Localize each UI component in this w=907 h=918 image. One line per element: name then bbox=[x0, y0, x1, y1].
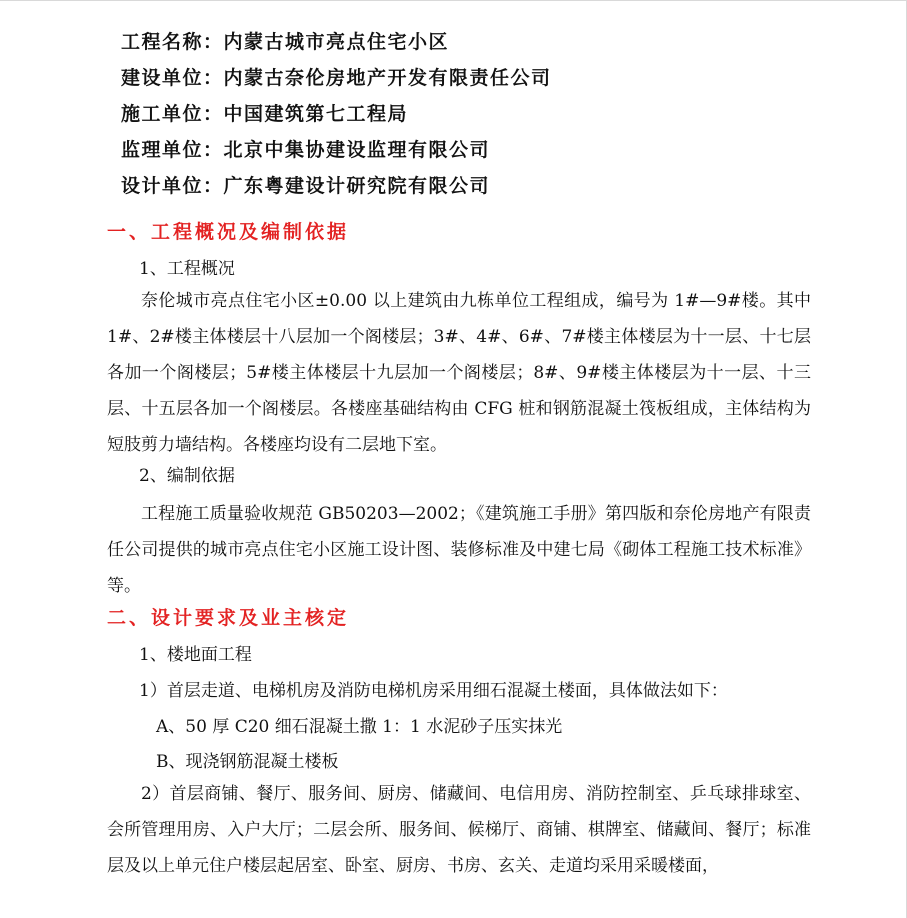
list-item-a: A、50 厚 C20 细石混凝土撒 1：1 水泥砂子压实抹光 bbox=[156, 717, 563, 737]
info-value: 内蒙古城市亮点住宅小区 bbox=[223, 31, 450, 53]
section-title-design-requirements: 二、设计要求及业主核定 bbox=[107, 607, 350, 629]
subheading-floor-works: 1、楼地面工程 bbox=[139, 645, 252, 665]
info-label: 监理单位： bbox=[121, 139, 224, 161]
info-row-supervisor bbox=[121, 132, 552, 168]
subheading-basis: 2、编制依据 bbox=[139, 466, 235, 486]
info-label: 建设单位： bbox=[121, 67, 224, 89]
info-value: 广东粤建设计研究院有限公司 bbox=[223, 175, 491, 197]
paragraph-item-2: 2）首层商铺、餐厅、服务间、厨房、储藏间、电信用房、消防控制室、乒乓球排球室、会所管理用房、入户大厅；二层会所、服务间、候梯厅、商铺、棋牌室、储藏间、餐厅；标准层及以上单元住户楼层起居室、卧室、厨房、书房、玄关、走道均采用采暖楼面， bbox=[107, 784, 811, 876]
info-label: 施工单位： bbox=[121, 103, 224, 125]
project-info-block bbox=[121, 24, 552, 204]
paragraph-basis: 工程施工质量验收规范 GB50203—2002；《建筑施工手册》第四版和奈伦房地产有限责任公司提供的城市亮点住宅小区施工设计图、装修标准及中建七局《砌体工程施工技术标准》等。 bbox=[107, 504, 811, 596]
info-value: 北京中集协建设监理有限公司 bbox=[223, 139, 491, 161]
list-item-b: B、现浇钢筋混凝土楼板 bbox=[156, 752, 339, 772]
info-row-project-name bbox=[121, 24, 552, 60]
subheading-project-overview: 1、工程概况 bbox=[139, 259, 235, 279]
section-title-overview: 一、工程概况及编制依据 bbox=[107, 221, 350, 243]
info-value: 内蒙古奈伦房地产开发有限责任公司 bbox=[223, 67, 552, 89]
info-row-developer bbox=[121, 60, 552, 96]
info-label: 工程名称： bbox=[121, 31, 224, 53]
list-item-1: 1）首层走道、电梯机房及消防电梯机房采用细石混凝土楼面，具体做法如下： bbox=[139, 681, 728, 701]
paragraph-project-overview: 奈伦城市亮点住宅小区±0.00 以上建筑由九栋单位工程组成，编号为 1#—9#楼。其中 1#、2#楼主体楼层十八层加一个阁楼层；3#、4#、6#、7#楼主体楼层为十一层、十七层各加一个阁楼层；5#楼主体楼层十九层加一个阁楼层；8#、9#楼主体楼层为十一层、十三层、十五层各加一个阁楼层。各楼座基础结构由 CFG 桩和钢筋混凝土筏板组成，主体结构为短肢剪力墙结构。各楼座均设有二层地下室。 bbox=[107, 291, 811, 455]
info-row-designer bbox=[121, 168, 552, 204]
info-value: 中国建筑第七工程局 bbox=[223, 103, 409, 125]
info-row-contractor bbox=[121, 96, 552, 132]
info-label: 设计单位： bbox=[121, 175, 224, 197]
page-border-top bbox=[0, 0, 907, 1]
